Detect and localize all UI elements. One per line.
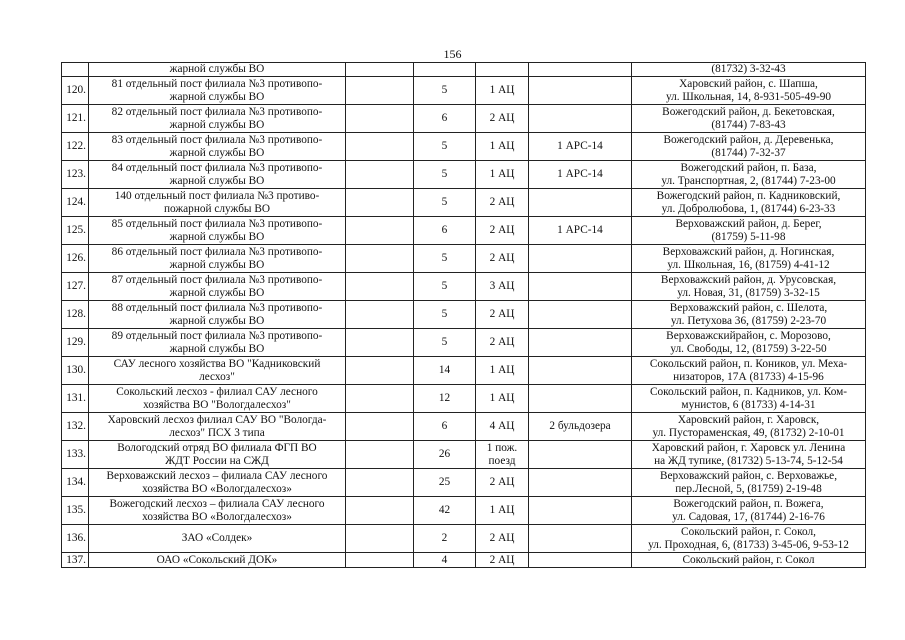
unit-name-line: Вологодский отряд ВО филиала ФГП ВО xyxy=(117,442,317,455)
address xyxy=(632,553,866,568)
blank-cell xyxy=(346,525,414,553)
extra-equipment xyxy=(529,189,632,217)
extra-equipment xyxy=(529,469,632,497)
unit-name-line: жарной службы ВО xyxy=(169,90,265,103)
address-line: (81732) 3-32-43 xyxy=(711,63,786,76)
unit-name-line: ОАО «Сокольский ДОК» xyxy=(156,553,278,566)
unit-name-line: хозяйства ВО "Вологдалесхоз" xyxy=(143,398,291,411)
unit-name xyxy=(89,385,346,413)
address xyxy=(632,469,866,497)
extra-equipment xyxy=(529,273,632,301)
unit-name xyxy=(89,525,346,553)
equipment-line: 2 АЦ xyxy=(489,224,515,237)
row-number: 121. xyxy=(62,105,89,133)
extra-equipment: 1 АРС-14 xyxy=(529,217,632,245)
blank-cell xyxy=(346,273,414,301)
address-line: Верховажский район, с. Шелота, xyxy=(669,302,828,315)
unit-name-line: ЖДТ России на СЖД xyxy=(165,454,269,467)
address-line: Вожегодский район, п. База, xyxy=(680,162,817,175)
address-line: Сокольский район, г. Сокол, xyxy=(681,526,816,539)
unit-name xyxy=(89,273,346,301)
unit-name xyxy=(89,105,346,133)
unit-name-line: 87 отдельный пост филиала №3 противопо- xyxy=(111,274,323,287)
unit-name-line: хозяйства ВО «Вологдалесхоз» xyxy=(142,482,292,495)
row-number: 134. xyxy=(62,469,89,497)
unit-name-line: лесхоз" ПСХ 3 типа xyxy=(169,426,265,439)
staff-count: 12 xyxy=(414,385,476,413)
equipment xyxy=(476,329,529,357)
equipment xyxy=(476,63,529,77)
blank-cell xyxy=(346,469,414,497)
address-line: Верховажский район, д. Ногинская, xyxy=(662,246,835,259)
equipment-line: 2 АЦ xyxy=(489,308,515,321)
address xyxy=(632,77,866,105)
address xyxy=(632,105,866,133)
unit-name xyxy=(89,245,346,273)
equipment xyxy=(476,273,529,301)
address-line: ул. Школьная, 16, (81759) 4-41-12 xyxy=(667,258,830,271)
unit-name xyxy=(89,77,346,105)
blank-cell xyxy=(346,441,414,469)
equipment xyxy=(476,469,529,497)
extra-equipment xyxy=(529,77,632,105)
address xyxy=(632,161,866,189)
staff-count: 5 xyxy=(414,301,476,329)
row-number: 136. xyxy=(62,525,89,553)
staff-count: 26 xyxy=(414,441,476,469)
row-number: 125. xyxy=(62,217,89,245)
equipment-line: 1 АЦ xyxy=(489,140,515,153)
row-number: 137. xyxy=(62,553,89,568)
address-line: Верховажский район, д. Берег, xyxy=(675,218,822,231)
extra-equipment xyxy=(529,525,632,553)
blank-cell xyxy=(346,497,414,525)
equipment-line: 1 АЦ xyxy=(489,504,515,517)
blank-cell xyxy=(346,245,414,273)
row-number: 123. xyxy=(62,161,89,189)
address-line: Сокольский район, п. Коников, ул. Меха- xyxy=(649,358,848,371)
extra-equipment xyxy=(529,245,632,273)
staff-count: 5 xyxy=(414,329,476,357)
address-line: Верховажский район, д. Урусовская, xyxy=(660,274,837,287)
address xyxy=(632,441,866,469)
row-number: 129. xyxy=(62,329,89,357)
equipment xyxy=(476,553,529,568)
blank-cell xyxy=(346,105,414,133)
blank-cell xyxy=(346,63,414,77)
table-row xyxy=(62,133,866,161)
equipment-line: 4 АЦ xyxy=(489,420,515,433)
unit-name-line: жарной службы ВО xyxy=(169,286,265,299)
unit-name-line: 86 отдельный пост филиала №3 противопо- xyxy=(111,246,323,259)
unit-name-line: Верховажский лесхоз – филиала САУ лесного xyxy=(106,470,328,483)
extra-equipment xyxy=(529,441,632,469)
table-row xyxy=(62,385,866,413)
equipment xyxy=(476,301,529,329)
staff-count: 5 xyxy=(414,245,476,273)
table-row xyxy=(62,441,866,469)
staff-count: 6 xyxy=(414,217,476,245)
staff-count: 6 xyxy=(414,105,476,133)
unit-name-line: пожарной службы ВО xyxy=(163,202,271,215)
unit-name-line: 83 отдельный пост филиала №3 противопо- xyxy=(111,134,323,147)
unit-name-line: 81 отдельный пост филиала №3 противопо- xyxy=(111,78,323,91)
address xyxy=(632,273,866,301)
extra-equipment xyxy=(529,553,632,568)
address xyxy=(632,63,866,77)
blank-cell xyxy=(346,301,414,329)
unit-name xyxy=(89,161,346,189)
address xyxy=(632,245,866,273)
table-row xyxy=(62,497,866,525)
extra-equipment: 1 АРС-14 xyxy=(529,133,632,161)
extra-equipment xyxy=(529,63,632,77)
address-line: Харовский район, г. Харовск ул. Ленина xyxy=(651,442,846,455)
address-line: Харовский район, г. Харовск, xyxy=(677,414,820,427)
unit-name-line: жарной службы ВО xyxy=(169,258,265,271)
address-line: Сокольский район, п. Кадников, ул. Ком- xyxy=(649,386,848,399)
blank-cell xyxy=(346,329,414,357)
equipment-line: 3 АЦ xyxy=(489,280,515,293)
unit-name xyxy=(89,133,346,161)
unit-name-line: 82 отдельный пост филиала №3 противопо- xyxy=(111,106,323,119)
equipment xyxy=(476,497,529,525)
blank-cell xyxy=(346,77,414,105)
address-line: Вожегодский район, п. Вожега, xyxy=(673,498,824,511)
table-row xyxy=(62,469,866,497)
extra-equipment xyxy=(529,301,632,329)
address-line: (81744) 7-83-43 xyxy=(711,118,786,131)
equipment-line: 2 АЦ xyxy=(489,252,515,265)
row-number xyxy=(62,63,89,77)
staff-count: 5 xyxy=(414,161,476,189)
equipment xyxy=(476,189,529,217)
address xyxy=(632,329,866,357)
blank-cell xyxy=(346,133,414,161)
address-line: Верховажскийрайон, с. Морозово, xyxy=(666,330,831,343)
row-number: 135. xyxy=(62,497,89,525)
table-row xyxy=(62,553,866,568)
address-line: мунистов, 6 (81733) 4-14-31 xyxy=(681,398,816,411)
address-line: Вожегодский район, д. Деревенька, xyxy=(663,134,834,147)
address-line: ул. Транспортная, 2, (81744) 7-23-00 xyxy=(661,174,836,187)
page-number: 156 xyxy=(443,47,462,61)
row-number: 133. xyxy=(62,441,89,469)
extra-equipment xyxy=(529,385,632,413)
row-number: 132. xyxy=(62,413,89,441)
address xyxy=(632,301,866,329)
extra-equipment xyxy=(529,329,632,357)
row-number: 128. xyxy=(62,301,89,329)
table-row xyxy=(62,161,866,189)
extra-equipment xyxy=(529,357,632,385)
extra-equipment xyxy=(529,497,632,525)
equipment-line: 1 АЦ xyxy=(489,84,515,97)
unit-name-line: жарной службы ВО xyxy=(169,63,265,76)
equipment xyxy=(476,105,529,133)
blank-cell xyxy=(346,189,414,217)
unit-name xyxy=(89,441,346,469)
staff-count xyxy=(414,63,476,77)
equipment xyxy=(476,217,529,245)
table-row xyxy=(62,245,866,273)
unit-name-line: жарной службы ВО xyxy=(169,118,265,131)
address-line: Вожегодский район, д. Бекетовская, xyxy=(662,106,835,119)
blank-cell xyxy=(346,413,414,441)
staff-count: 5 xyxy=(414,273,476,301)
equipment-line: 2 АЦ xyxy=(489,112,515,125)
unit-name-line: жарной службы ВО xyxy=(169,342,265,355)
unit-name-line: жарной службы ВО xyxy=(169,174,265,187)
address-line: Харовский район, с. Шапша, xyxy=(679,78,818,91)
unit-name-line: жарной службы ВО xyxy=(169,314,265,327)
equipment-line: 1 АЦ xyxy=(489,392,515,405)
address-line: Вожегодский район, п. Кадниковский, xyxy=(656,190,841,203)
unit-name-line: жарной службы ВО xyxy=(169,230,265,243)
unit-name xyxy=(89,357,346,385)
address-line: ул. Новая, 31, (81759) 3-32-15 xyxy=(677,286,820,299)
address-line: Верховажский район, с. Верховажье, xyxy=(659,470,838,483)
equipment-line: 2 АЦ xyxy=(489,336,515,349)
unit-name-line: ЗАО «Солдек» xyxy=(181,532,253,545)
address xyxy=(632,413,866,441)
unit-name-line: Вожегодский лесхоз – филиала САУ лесного xyxy=(109,498,325,511)
address-line: (81744) 7-32-37 xyxy=(711,146,786,159)
equipment-line: 1 пож. xyxy=(486,442,518,455)
address-line: ул. Проходная, 6, (81733) 3-45-06, 9-53-12 xyxy=(648,538,849,551)
address xyxy=(632,357,866,385)
extra-equipment: 2 бульдозера xyxy=(529,413,632,441)
unit-name xyxy=(89,553,346,568)
extra-equipment: 1 АРС-14 xyxy=(529,161,632,189)
address-line: Сокольский район, г. Сокол xyxy=(682,553,815,566)
unit-name-line: Харовский лесхоз филиал САУ ВО "Вологда- xyxy=(107,414,327,427)
unit-name-line: 88 отдельный пост филиала №3 противопо- xyxy=(111,302,323,315)
unit-name xyxy=(89,413,346,441)
equipment-line: 2 АЦ xyxy=(489,196,515,209)
address xyxy=(632,497,866,525)
address xyxy=(632,525,866,553)
row-number: 126. xyxy=(62,245,89,273)
address-line: (81759) 5-11-98 xyxy=(711,230,786,243)
unit-name-line: 85 отдельный пост филиала №3 противопо- xyxy=(111,218,323,231)
row-number: 127. xyxy=(62,273,89,301)
staff-count: 5 xyxy=(414,133,476,161)
unit-name xyxy=(89,301,346,329)
row-number: 131. xyxy=(62,385,89,413)
address-line: на ЖД тупике, (81732) 5-13-74, 5-12-54 xyxy=(654,454,843,467)
table-row xyxy=(62,357,866,385)
equipment xyxy=(476,77,529,105)
table-row xyxy=(62,217,866,245)
unit-name-line: жарной службы ВО xyxy=(169,146,265,159)
fire-stations-table xyxy=(61,62,866,568)
address xyxy=(632,133,866,161)
equipment xyxy=(476,161,529,189)
extra-equipment xyxy=(529,105,632,133)
address-line: ул. Школьная, 14, 8-931-505-49-90 xyxy=(665,90,832,103)
unit-name xyxy=(89,469,346,497)
address-line: низаторов, 17А (81733) 4-15-96 xyxy=(673,370,824,383)
address-line: ул. Свободы, 12, (81759) 3-22-50 xyxy=(670,342,827,355)
unit-name-line: 89 отдельный пост филиала №3 противопо- xyxy=(111,330,323,343)
blank-cell xyxy=(346,161,414,189)
equipment xyxy=(476,133,529,161)
equipment xyxy=(476,245,529,273)
equipment xyxy=(476,441,529,469)
equipment-line: 2 АЦ xyxy=(489,553,515,566)
equipment-line: 2 АЦ xyxy=(489,532,515,545)
equipment-line: поезд xyxy=(488,454,516,467)
staff-count: 42 xyxy=(414,497,476,525)
address-line: ул. Добролюбова, 1, (81744) 6-23-33 xyxy=(661,202,836,215)
unit-name-line: Сокольский лесхоз - филиал САУ лесного xyxy=(116,386,318,399)
address-line: ул. Садовая, 17, (81744) 2-16-76 xyxy=(672,510,825,523)
unit-name-line: 140 отдельный пост филиала №3 противо- xyxy=(114,190,320,203)
address-line: ул. Пустораменская, 49, (81732) 2-10-01 xyxy=(652,426,845,439)
table-row xyxy=(62,413,866,441)
row-number: 122. xyxy=(62,133,89,161)
address xyxy=(632,217,866,245)
table-row xyxy=(62,525,866,553)
staff-count: 14 xyxy=(414,357,476,385)
table-row xyxy=(62,301,866,329)
equipment xyxy=(476,413,529,441)
staff-count: 2 xyxy=(414,525,476,553)
blank-cell xyxy=(346,357,414,385)
equipment xyxy=(476,357,529,385)
address xyxy=(632,385,866,413)
staff-count: 6 xyxy=(414,413,476,441)
row-number: 124. xyxy=(62,189,89,217)
blank-cell xyxy=(346,217,414,245)
unit-name xyxy=(89,217,346,245)
unit-name-line: хозяйства ВО «Вологдалесхоз» xyxy=(142,510,292,523)
equipment-line: 1 АЦ xyxy=(489,168,515,181)
staff-count: 25 xyxy=(414,469,476,497)
unit-name xyxy=(89,189,346,217)
table-row xyxy=(62,273,866,301)
row-number: 120. xyxy=(62,77,89,105)
address-line: пер.Лесной, 5, (81759) 2-19-48 xyxy=(675,482,822,495)
equipment xyxy=(476,525,529,553)
equipment xyxy=(476,385,529,413)
unit-name-line: 84 отдельный пост филиала №3 противопо- xyxy=(111,162,323,175)
unit-name-line: лесхоз" xyxy=(199,370,235,383)
table-row xyxy=(62,63,866,77)
staff-count: 4 xyxy=(414,553,476,568)
unit-name xyxy=(89,497,346,525)
address xyxy=(632,189,866,217)
equipment-line: 2 АЦ xyxy=(489,476,515,489)
unit-name xyxy=(89,63,346,77)
row-number: 130. xyxy=(62,357,89,385)
address-line: ул. Петухова 36, (81759) 2-23-70 xyxy=(670,314,827,327)
table-row xyxy=(62,105,866,133)
unit-name-line: САУ лесного хозяйства ВО "Кадниковский xyxy=(113,358,321,371)
table-row xyxy=(62,77,866,105)
table-row xyxy=(62,189,866,217)
equipment-line: 1 АЦ xyxy=(489,364,515,377)
staff-count: 5 xyxy=(414,189,476,217)
staff-count: 5 xyxy=(414,77,476,105)
table-row xyxy=(62,329,866,357)
blank-cell xyxy=(346,553,414,568)
unit-name xyxy=(89,329,346,357)
blank-cell xyxy=(346,385,414,413)
